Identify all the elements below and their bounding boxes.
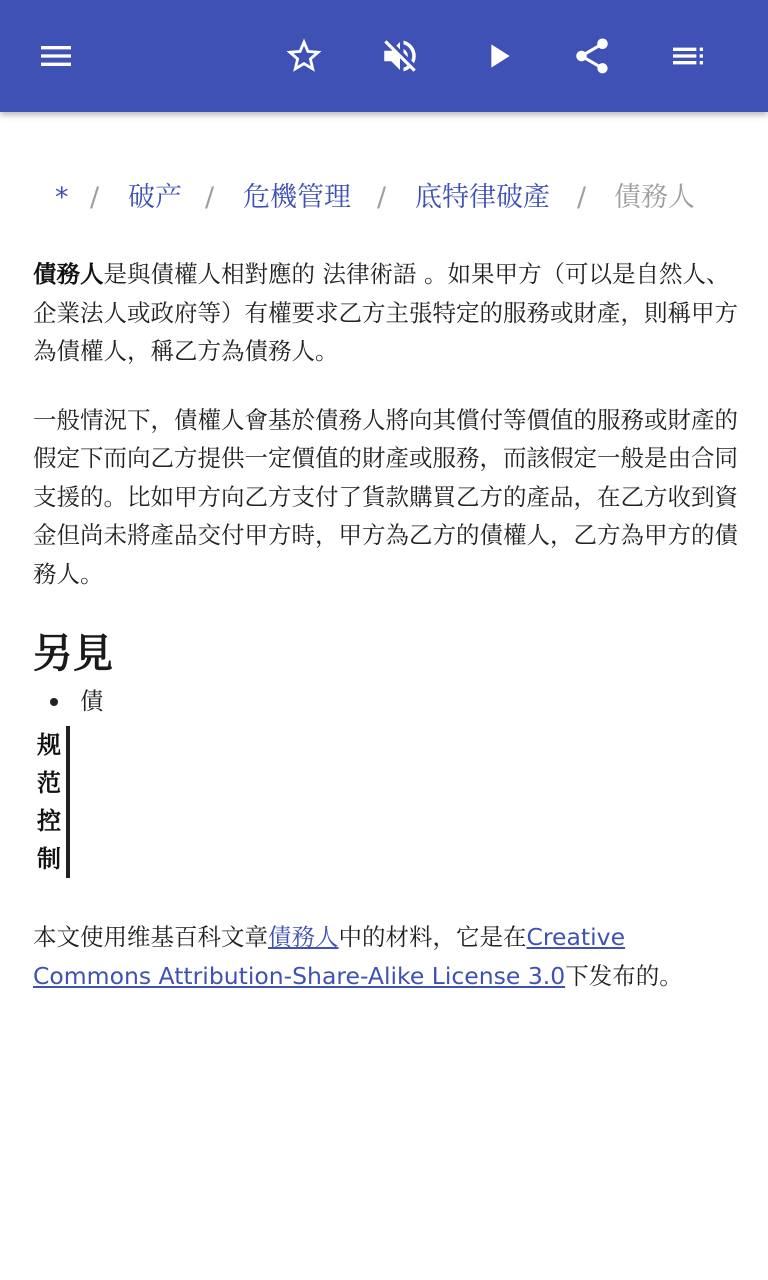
bullet-icon xyxy=(50,698,58,706)
play-icon xyxy=(478,36,518,76)
breadcrumb-item-detroit-bankruptcy[interactable]: 底特律破產 xyxy=(415,182,550,213)
intro-text: 是與債權人相對應的 法律術語 。如果甲方（可以是自然人、企業法人或政府等）有權要求乙方主張特定的服務或財產，則稱甲方為債權人，稱乙方為債務人。 xyxy=(33,260,738,365)
attribution-suffix: 下发布的。 xyxy=(565,961,683,990)
share-button[interactable] xyxy=(564,28,620,84)
attribution-middle: 中的材料，它是在 xyxy=(338,923,527,951)
share-icon xyxy=(571,35,613,77)
star-outline-icon xyxy=(283,35,325,77)
menu-button[interactable] xyxy=(28,28,84,84)
authority-control-char: 规 xyxy=(37,731,61,759)
breadcrumb-item-bankruptcy[interactable]: 破产 xyxy=(128,182,182,213)
attribution-footer xyxy=(33,918,738,995)
mute-button[interactable] xyxy=(372,28,428,84)
license-link[interactable]: Creative Commons Attribution-Share-Alike License 3.0 xyxy=(33,923,626,990)
article-body xyxy=(33,255,738,593)
article-term: 債務人 xyxy=(33,260,104,288)
app-toolbar xyxy=(0,0,768,112)
breadcrumb-separator: / xyxy=(90,182,100,213)
breadcrumb-item-root[interactable]: * xyxy=(55,182,69,213)
authority-control-char: 范 xyxy=(37,769,61,797)
see-also-heading: 另見 xyxy=(33,631,113,677)
authority-control-box xyxy=(36,726,70,878)
attribution-prefix: 本文使用维基百科文章 xyxy=(33,923,268,951)
breadcrumb-separator: / xyxy=(577,182,587,213)
breadcrumb-item-crisis-management[interactable]: 危機管理 xyxy=(243,182,351,213)
favorite-button[interactable] xyxy=(276,28,332,84)
breadcrumb-current: 債務人 xyxy=(614,182,695,213)
paragraph-2: 一般情況下，債權人會基於債務人將向其償付等價值的服務或財產的假定下而向乙方提供一定價值的財產或服務，而該假定一般是由合同支援的。比如甲方向乙方支付了貨款購買乙方的產品，在乙方收到資金但尚未將產品交付甲方時，甲方為乙方的債權人，乙方為甲方的債務人。 xyxy=(33,405,738,588)
source-article-link[interactable]: 債務人 xyxy=(268,923,339,951)
play-button[interactable] xyxy=(470,28,526,84)
intro-paragraph xyxy=(33,255,738,371)
contents-button[interactable] xyxy=(660,28,716,84)
authority-control-char: 控 xyxy=(37,807,61,835)
breadcrumb xyxy=(0,176,768,220)
table-of-contents-icon xyxy=(668,36,708,76)
authority-control-char: 制 xyxy=(37,845,61,873)
breadcrumb-separator: / xyxy=(377,182,387,213)
breadcrumb-separator: / xyxy=(205,182,215,213)
see-also-item[interactable]: 債 xyxy=(80,687,104,715)
volume-off-icon xyxy=(379,35,421,77)
menu-icon xyxy=(36,36,76,76)
